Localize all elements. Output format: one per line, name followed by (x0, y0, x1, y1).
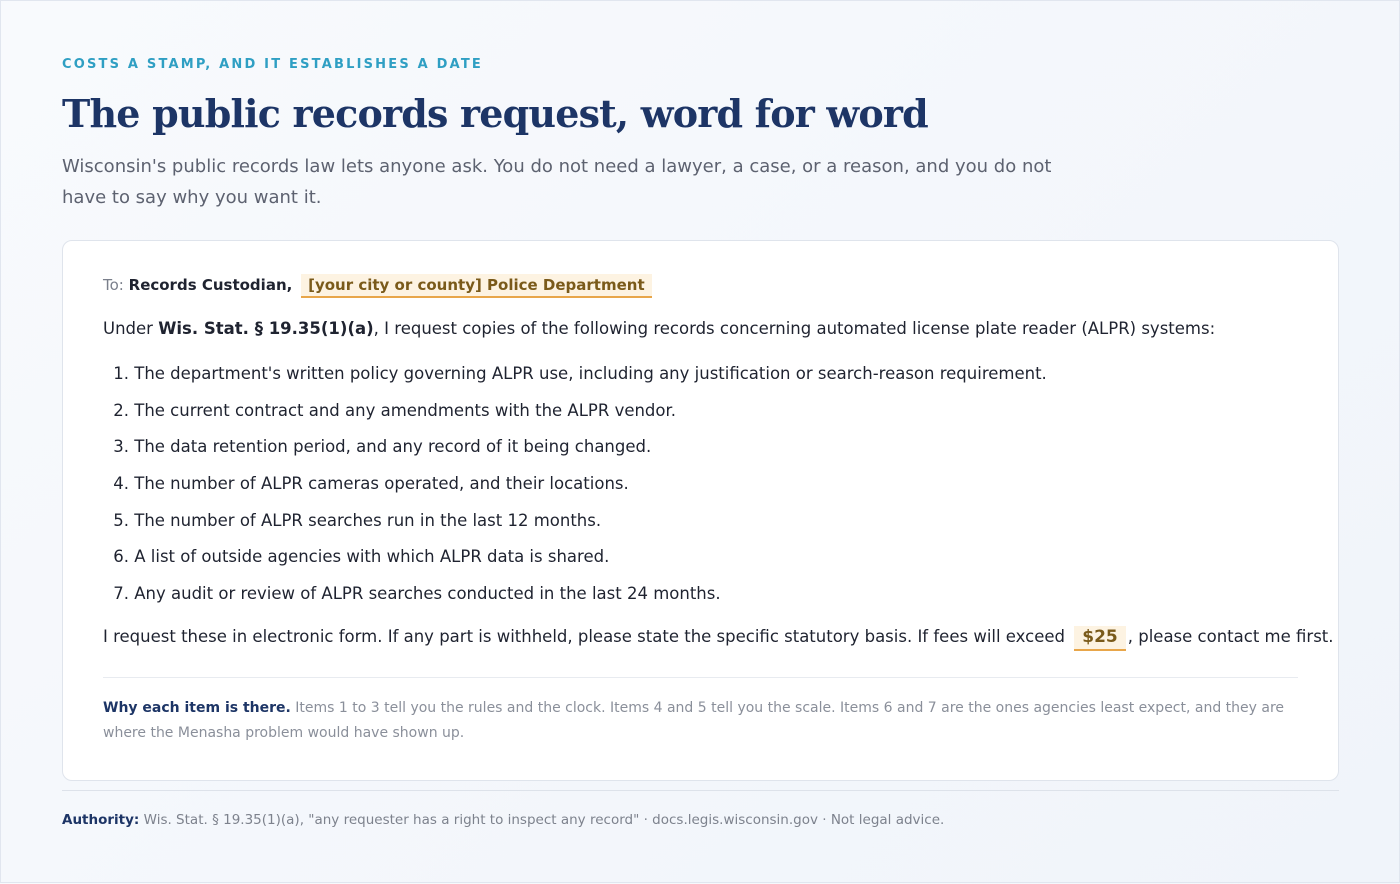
item-number: 2. (113, 400, 129, 420)
item-number: 5. (113, 510, 129, 530)
item-text: A list of outside agencies with which ALPR data is shared. (134, 547, 610, 567)
item-text: Any audit or review of ALPR searches conducted in the last 24 months. (134, 584, 721, 604)
list-item (103, 545, 1047, 582)
item-number: 6. (113, 547, 129, 567)
footer-divider (62, 790, 1339, 791)
statute-citation: Wis. Stat. § 19.35(1)(a) (158, 319, 374, 338)
custodian-name: Records Custodian, (128, 276, 293, 294)
note-text: Items 1 to 3 tell you the rules and the clock. Items 4 and 5 tell you the scale. Items 6 and 7 are the ones agencies least expect, and they are where the Menasha problem would have shown up. (103, 700, 1285, 741)
divider (103, 677, 1298, 678)
item-number: 3. (113, 437, 129, 457)
list-item (103, 362, 1047, 399)
explanation-note (103, 696, 1298, 746)
item-text: The department's written policy governing ALPR use, including any justification or search-reason requirement. (134, 364, 1047, 383)
footer-text: Wis. Stat. § 19.35(1)(a), "any requester has a right to inspect any record" · docs.legis.wisconsin.gov · Not legal advice. (143, 812, 945, 828)
item-number: 4. (113, 474, 129, 494)
item-number: 7. (113, 584, 129, 604)
item-text: The number of ALPR cameras operated, and their locations. (134, 474, 629, 494)
to-line (103, 274, 652, 298)
item-text: The data retention period, and any record of it being changed. (134, 437, 652, 457)
request-intro (103, 319, 1215, 338)
intro-suffix: , I request copies of the following records concerning automated license plate reader (ALPR) systems: (373, 319, 1216, 338)
item-text: The current contract and any amendments with the ALPR vendor. (134, 400, 677, 420)
eyebrow-kicker: COSTS A STAMP, AND IT ESTABLISHES A DATE (62, 57, 483, 72)
intro-prefix: Under (103, 319, 153, 338)
request-closing (103, 626, 1334, 651)
closing-prefix: I request these in electronic form. If any part is withheld, please state the specific statutory basis. If fees will exceed (103, 627, 1065, 646)
list-item (103, 435, 1047, 472)
page-title: The public records request, word for word (62, 91, 928, 136)
list-item (103, 509, 1047, 546)
footer-label: Authority: (62, 812, 140, 828)
to-label: To: (103, 276, 124, 294)
page (1, 1, 1400, 884)
footer-authority (62, 812, 944, 828)
list-item (103, 582, 1047, 619)
list-item (103, 399, 1047, 436)
fee-fill-in[interactable]: $25 (1074, 626, 1126, 651)
list-item (103, 472, 1047, 509)
records-list (103, 362, 1047, 619)
page-subtitle: Wisconsin's public records law lets anyone ask. You do not need a lawyer, a case, or a reason, and you do not have to say why you want it. (62, 156, 1052, 208)
closing-suffix: , please contact me first. (1127, 627, 1334, 646)
item-text: The number of ALPR searches run in the last 12 months. (134, 510, 602, 530)
letter-card (62, 240, 1339, 781)
item-number: 1. (113, 364, 129, 383)
note-label: Why each item is there. (103, 700, 291, 716)
department-fill-in[interactable]: [your city or county] Police Department (301, 274, 652, 298)
